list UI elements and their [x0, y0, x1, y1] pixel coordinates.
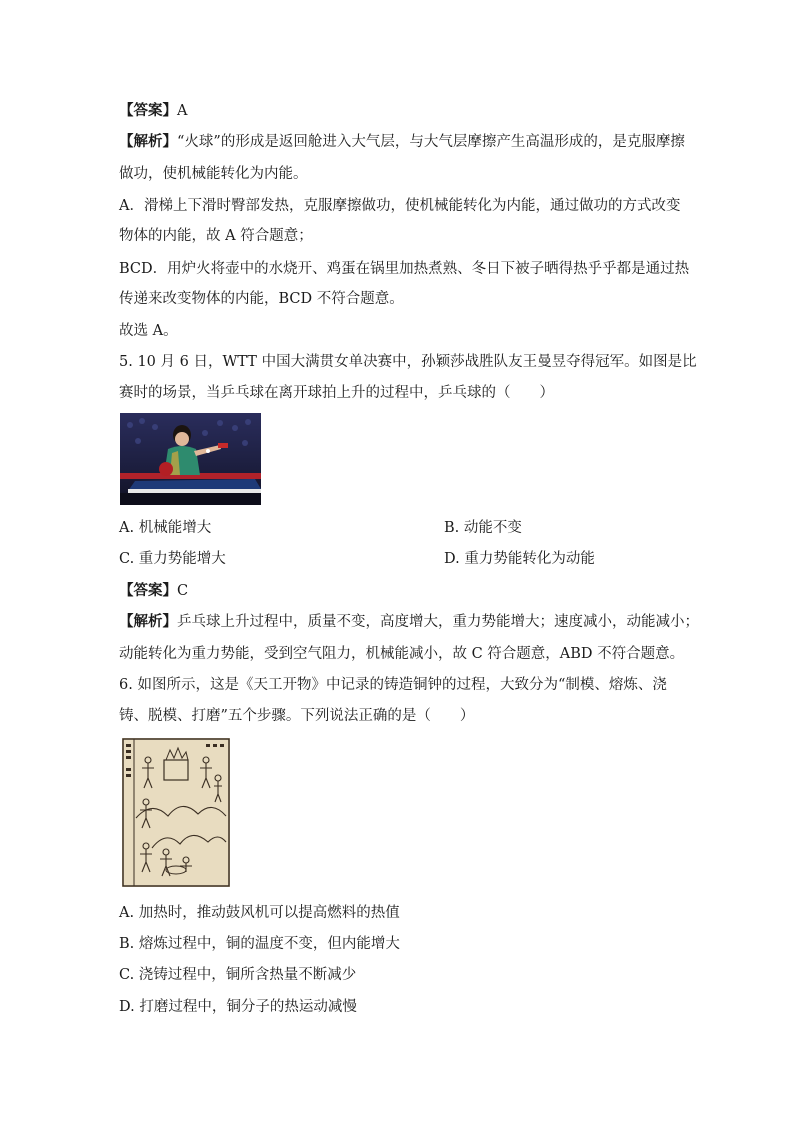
analysis-text: “火球”的形成是返回舱进入大气层，与大气层摩擦产生高温形成的，是克服摩擦 [177, 134, 685, 150]
analysis-tag: 【解析】 [119, 613, 177, 630]
q5-stem-line2: 赛时的场景，当乒乓球在离开球拍上升的过程中，乒乓球的（ ） [119, 385, 554, 401]
q4-analysis-line1 [119, 132, 685, 152]
q6-option-b: B. 熔炼过程中，铜的温度不变，但内能增大 [119, 936, 400, 952]
q4-answer [119, 101, 187, 121]
q4-analysis-line4: 物体的内能，故 A 符合题意； [119, 228, 313, 244]
q6-option-c: C. 浇铸过程中，铜所含热量不断减少 [119, 967, 357, 983]
answer-tag: 【答案】 [119, 102, 177, 119]
answer-tag: 【答案】 [119, 582, 177, 599]
q5-option-d: D. 重力势能转化为动能 [444, 551, 595, 567]
q6-stem-line1: 6. 如图所示，这是《天工开物》中记录的铸造铜钟的过程，大致分为“制模、熔炼、浇 [119, 677, 667, 693]
q4-analysis-line5: BCD．用炉火将壶中的水烧开、鸡蛋在锅里加热煮熟、冬日下被子晒得热乎乎都是通过热 [119, 261, 690, 277]
q5-option-b: B. 动能不变 [444, 520, 522, 536]
q5-stem-line1: 5. 10 月 6 日，WTT 中国大满贯女单决赛中，孙颖莎战胜队友王曼昱夺得冠军。如图是比 [119, 354, 697, 370]
analysis-tag: 【解析】 [119, 133, 177, 150]
answer-value: A [177, 103, 188, 119]
bell-casting-woodcut [122, 738, 230, 887]
q4-analysis-line6: 传递来改变物体的内能，BCD 不符合题意。 [119, 291, 404, 307]
q4-analysis-line2: 做功，使机械能转化为内能。 [119, 166, 308, 182]
q5-analysis-line1 [119, 612, 699, 632]
q5-option-c: C. 重力势能增大 [119, 551, 226, 567]
q5-analysis-line2: 动能转化为重力势能，受到空气阻力，机械能减小，故 C 符合题意，ABD 不符合题意。 [119, 646, 685, 662]
q4-analysis-line3: A．滑梯上下滑时臀部发热，克服摩擦做功，使机械能转化为内能，通过做功的方式改变 [119, 198, 681, 214]
q6-option-d: D. 打磨过程中，铜分子的热运动减慢 [119, 999, 357, 1015]
q6-option-a: A. 加热时，推动鼓风机可以提高燃料的热值 [119, 905, 400, 921]
answer-value: C [177, 583, 189, 599]
q5-answer [119, 581, 188, 601]
q4-conclusion: 故选 A。 [119, 323, 178, 339]
q5-option-a: A. 机械能增大 [119, 520, 212, 536]
q6-stem-line2: 铸、脱模、打磨”五个步骤。下列说法正确的是（ ） [119, 708, 475, 724]
table-tennis-photo [120, 413, 261, 505]
analysis-text: 乒乓球上升过程中，质量不变，高度增大，重力势能增大；速度减小，动能减小； [177, 614, 699, 630]
